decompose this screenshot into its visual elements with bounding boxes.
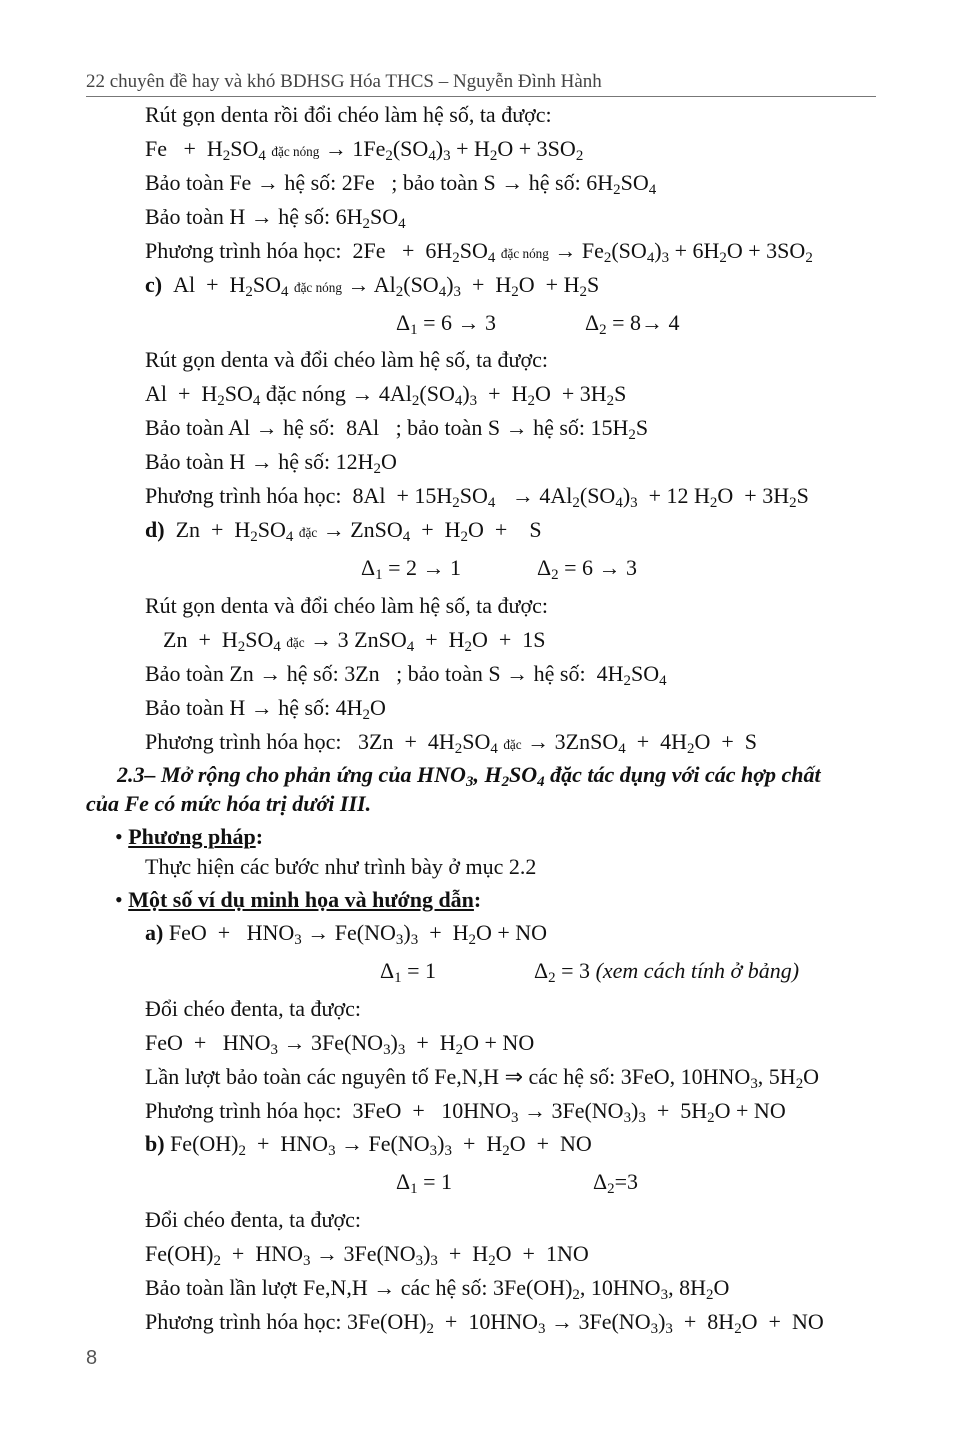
text-line: Bảo toàn Al → hệ số: 8Al ; bảo toàn S → hệ số: $15H_2S$ bbox=[145, 415, 649, 444]
delta-line: $\Delta_2=3$ bbox=[593, 1169, 639, 1198]
equation-line: Phương trình hóa học: $2Fe + 6H_2SO_4$ đặc nóng → $Fe_2(SO_4)_3 + 6H_2O + 3SO_2$ bbox=[145, 238, 813, 267]
equation-line: Phương trình hóa học: $3Fe(OH)_2 + 10HNO_3 \to 3Fe(NO_3)_3 + 8H_2O$ + NO bbox=[145, 1309, 824, 1338]
equation-line: c) $Al + H_2SO_4$ đặc nóng → $Al_2(SO_4)_3 + H_2O + H_2S$ bbox=[145, 272, 600, 301]
text-line: Đổi chéo đenta, ta được: bbox=[145, 1207, 361, 1232]
text-line: Bảo toàn H → hệ số: $12H_2O$ bbox=[145, 449, 397, 478]
delta-line: $\Delta_2 = 8\to 4$ bbox=[585, 310, 680, 339]
delta-line: $\Delta_1 = 2 \to 1$ bbox=[361, 555, 462, 584]
text-line: Bảo toàn H → hệ số: $4H_2O$ bbox=[145, 695, 386, 724]
delta-line: $\Delta_2 = 6 \to 3$ bbox=[537, 555, 638, 584]
equation-line: Phương trình hóa học: $3Zn + 4H_2SO_4$ đặc → 3ZnSO$_4$ + $4H_2O + S$ bbox=[145, 729, 757, 758]
delta-line: $\Delta_1 = 1$ bbox=[380, 958, 437, 987]
text-line: Rút gọn denta và đổi chéo làm hệ số, ta được: bbox=[145, 593, 548, 618]
section-heading: 2.3– Mở rộng cho phản ứng của $HNO_3$, $H_2SO_4$ đặc tác dụng với các hợp chất bbox=[117, 762, 821, 791]
equation-line: $Fe(OH)_2 + HNO_3 \to 3Fe(NO_3)_3 + H_2O + 1NO$ bbox=[145, 1241, 589, 1270]
delta-line: $\Delta_1 = 1$ bbox=[396, 1169, 453, 1198]
text-line: Bảo toàn H → hệ số: $6H_2SO_4$ bbox=[145, 204, 406, 233]
text-line: Bảo toàn Zn → hệ số: 3Zn ; bảo toàn S → hệ số: $4H_2SO_4$ bbox=[145, 661, 667, 690]
equation-line: a) FeO + $HNO_3 \to Fe(NO_3)_3 + H_2O$ + NO bbox=[145, 920, 548, 949]
bullet-vi-du: • Một số ví dụ minh họa và hướng dẫn: bbox=[115, 887, 482, 912]
text-line: Thực hiện các bước như trình bày ở mục 2.2 bbox=[145, 854, 537, 879]
text-line: Đổi chéo đenta, ta được: bbox=[145, 996, 361, 1021]
equation-line: FeO + $HNO_3 \to 3Fe(NO_3)_3 + H_2O$ + NO bbox=[145, 1030, 535, 1059]
text-line: Bảo toàn Fe → hệ số: 2Fe ; bảo toàn S → hệ số: $6H_2SO_4$ bbox=[145, 170, 657, 199]
equation-line: b) $Fe(OH)_2 + HNO_3 \to Fe(NO_3)_3 + H_2O$ + NO bbox=[145, 1131, 592, 1160]
equation-line: d) $Zn + H_2SO_4$ đặc → ZnSO$_4$ + $H_2O$ + S bbox=[145, 517, 542, 546]
text-line: Rút gọn denta rồi đổi chéo làm hệ số, ta được: bbox=[145, 102, 552, 127]
page-header: 22 chuyên đề hay và khó BDHSG Hóa THCS – Nguyễn Đình Hành bbox=[86, 71, 876, 97]
bullet-phuong-phap: • Phương pháp: bbox=[115, 824, 264, 849]
equation-line: Phương trình hóa học: $8Al + 15H_2SO_4 \to 4Al_2(SO_4)_3 + 12$ $H_2O + 3H_2S$ bbox=[145, 483, 809, 512]
text-line: Rút gọn denta và đổi chéo làm hệ số, ta được: bbox=[145, 347, 548, 372]
text-line: Bảo toàn lần lượt Fe,N,H → các hệ số: $3Fe(OH)_2$, $10HNO_3$, $8H_2O$ bbox=[145, 1275, 730, 1304]
equation-line: $Zn + H_2SO_4$ đặc → 3 ZnSO$_4$ + $H_2O + 1S$ bbox=[163, 627, 546, 656]
delta-line: $\Delta_1 = 6 \to 3$ bbox=[396, 310, 497, 339]
equation-line: $Al + H_2SO_4$ đặc nóng → $4Al_2(SO_4)_3 + H_2O + 3H_2S$ bbox=[145, 381, 627, 410]
equation-line: Phương trình hóa học: $3FeO + 10HNO_3 \to 3Fe(NO_3)_3 + 5H_2O$ + NO bbox=[145, 1098, 786, 1127]
page-number: 8 bbox=[86, 1347, 98, 1369]
equation-line: $Fe + H_2SO_4$ đặc nóng → $1Fe_2(SO_4)_3 + H_2O + 3SO_2$ bbox=[145, 136, 584, 165]
delta-line: $\Delta_2 = 3$ (xem cách tính ở bảng) bbox=[534, 958, 800, 987]
section-heading-cont: của Fe có mức hóa trị dưới III. bbox=[86, 791, 372, 816]
text-line: Lần lượt bảo toàn các nguyên tố Fe,N,H ⇒ các hệ số: 3FeO, $10HNO_3$, $5H_2O$ bbox=[145, 1064, 820, 1093]
